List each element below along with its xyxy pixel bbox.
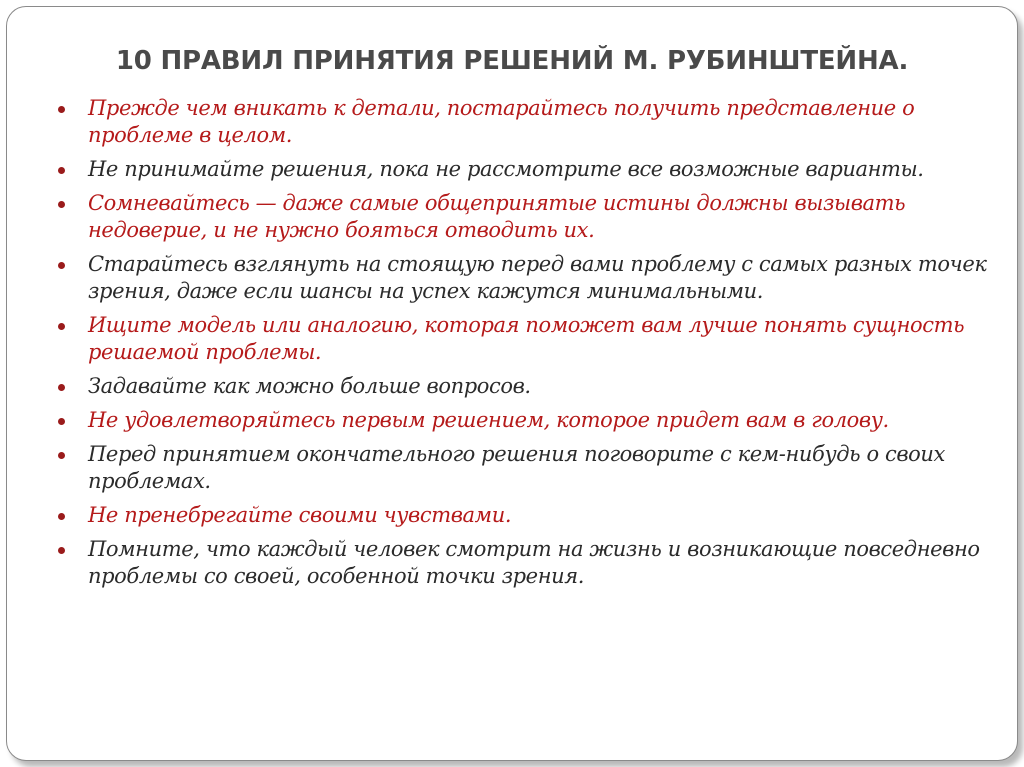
rule-item-2 <box>58 156 988 183</box>
bullet-dot-icon <box>58 513 65 520</box>
rule-item-5 <box>58 312 988 366</box>
rule-text: Не удовлетворяйтесь первым решением, которое придет вам в голову. <box>88 408 889 432</box>
rule-item-3 <box>58 190 988 244</box>
bullet-dot-icon <box>58 201 65 208</box>
rule-item-4 <box>58 251 988 305</box>
rule-item-6 <box>58 373 988 400</box>
bullet-dot-icon <box>58 106 65 113</box>
rule-text: Старайтесь взглянуть на стоящую перед вами проблему с самых разных точек зрения, даже если шансы на успех кажутся минимальными. <box>88 252 987 303</box>
rule-text: Помните, что каждый человек смотрит на жизнь и возникающие повседневно проблемы со своей, особенной точки зрения. <box>88 537 980 588</box>
rule-text: Сомневайтесь — даже самые общепринятые истины должны вызывать недоверие, и не нужно бояться отводить их. <box>88 191 906 242</box>
rule-item-10 <box>58 536 988 590</box>
bullet-dot-icon <box>58 323 65 330</box>
rule-item-7 <box>58 407 988 434</box>
bullet-dot-icon <box>58 167 65 174</box>
rule-text: Не принимайте решения, пока не рассмотрите все возможные варианты. <box>88 157 924 181</box>
rule-text: Ищите модель или аналогию, которая поможет вам лучше понять сущность решаемой проблемы. <box>88 313 965 364</box>
bullet-dot-icon <box>58 384 65 391</box>
rule-item-9 <box>58 502 988 529</box>
bullet-dot-icon <box>58 262 65 269</box>
rule-text: Прежде чем вникать к детали, постарайтесь получить представление о проблеме в целом. <box>88 96 915 147</box>
rules-list <box>58 95 988 597</box>
rule-item-8 <box>58 441 988 495</box>
bullet-dot-icon <box>58 547 65 554</box>
rule-item-1 <box>58 95 988 149</box>
rule-text: Перед принятием окончательного решения поговорите с кем-нибудь о своих проблемах. <box>88 442 945 493</box>
rule-text: Задавайте как можно больше вопросов. <box>88 374 531 398</box>
rule-text: Не пренебрегайте своими чувствами. <box>88 503 512 527</box>
bullet-dot-icon <box>58 418 65 425</box>
bullet-dot-icon <box>58 452 65 459</box>
slide-title: 10 ПРАВИЛ ПРИНЯТИЯ РЕШЕНИЙ М. РУБИНШТЕЙНА. <box>115 46 909 76</box>
